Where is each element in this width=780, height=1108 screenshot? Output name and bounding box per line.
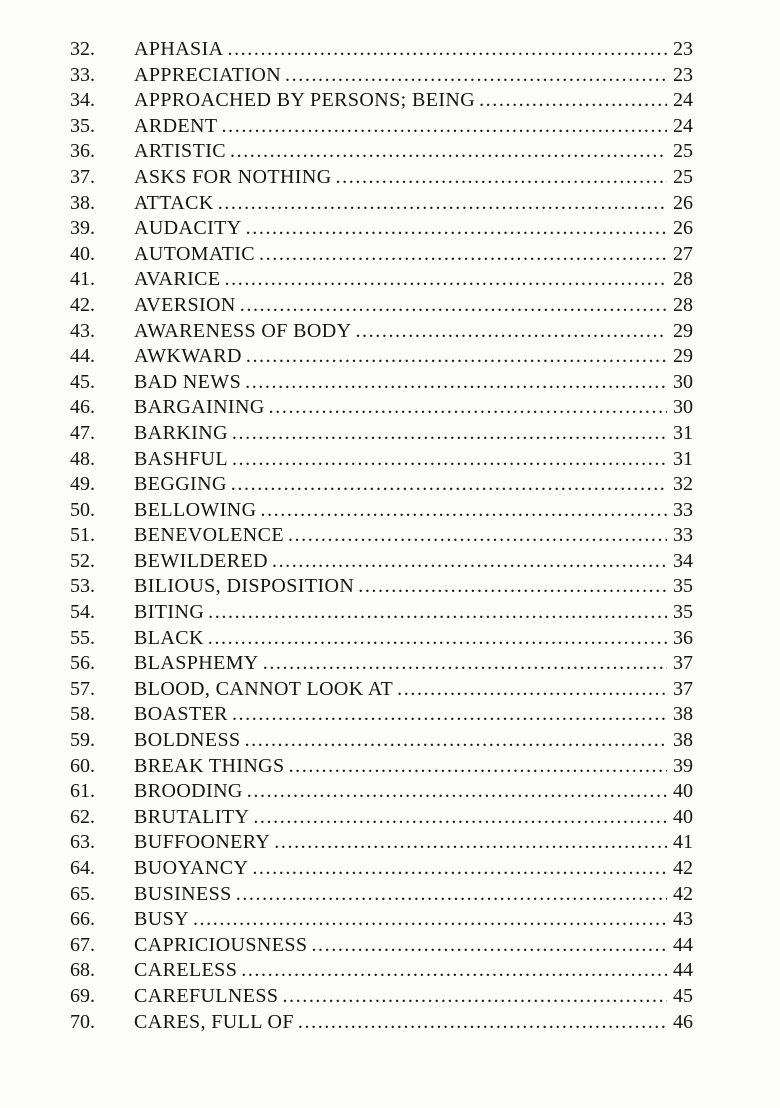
entry-page-number: 31: [673, 421, 693, 444]
entry-page-number: 35: [673, 601, 693, 624]
entry-page-number: 33: [673, 498, 693, 521]
entry-page-number: 28: [673, 293, 693, 316]
dot-leader: [253, 805, 667, 831]
entry-page-number: 40: [673, 780, 693, 803]
entry-page-number: 40: [673, 805, 693, 828]
entry-title: BROODING: [134, 780, 243, 803]
dot-leader: [231, 472, 667, 498]
entry-page-number: 43: [673, 908, 693, 931]
toc-entry: [70, 472, 693, 498]
entry-title: BOASTER: [134, 703, 228, 726]
entry-number: 50.: [70, 498, 95, 521]
entry-page-number: 26: [673, 191, 693, 214]
entry-number: 63.: [70, 831, 95, 854]
entry-title: BUSY: [134, 908, 189, 931]
dot-leader: [274, 830, 667, 856]
dot-leader: [288, 523, 667, 549]
toc-entry: [70, 651, 693, 677]
toc-entry: [70, 984, 693, 1010]
entry-number: 44.: [70, 345, 95, 368]
toc-entry: [70, 191, 693, 217]
entry-page-number: 34: [673, 549, 693, 572]
entry-title: AVARICE: [134, 268, 221, 291]
toc-entry: [70, 421, 693, 447]
entry-title: BAD NEWS: [134, 370, 242, 393]
dot-leader: [247, 779, 667, 805]
toc-entry: [70, 242, 693, 268]
entry-title: AWARENESS OF BODY: [134, 319, 352, 342]
entry-number: 33.: [70, 63, 95, 86]
entry-title: BARKING: [134, 421, 228, 444]
entry-page-number: 24: [673, 89, 693, 112]
dot-leader: [227, 37, 667, 63]
entry-title: BREAK THINGS: [134, 754, 285, 777]
entry-page-number: 33: [673, 524, 693, 547]
entry-number: 46.: [70, 396, 95, 419]
entry-page-number: 39: [673, 754, 693, 777]
entry-number: 35.: [70, 114, 95, 137]
entry-number: 68.: [70, 959, 95, 982]
entry-title: CARELESS: [134, 959, 238, 982]
dot-leader: [259, 242, 667, 268]
entry-page-number: 31: [673, 447, 693, 470]
toc-entry: [70, 63, 693, 89]
entry-page-number: 44: [673, 959, 693, 982]
dot-leader: [246, 344, 667, 370]
entry-title: CAPRICIOUSNESS: [134, 933, 308, 956]
entry-page-number: 37: [673, 677, 693, 700]
dot-leader: [282, 984, 667, 1010]
dot-leader: [245, 728, 667, 754]
entry-number: 60.: [70, 754, 95, 777]
entry-page-number: 30: [673, 396, 693, 419]
toc-entry: [70, 267, 693, 293]
entry-title: BRUTALITY: [134, 805, 250, 828]
entry-title: ARTISTIC: [134, 140, 226, 163]
entry-page-number: 35: [673, 575, 693, 598]
entry-number: 40.: [70, 242, 95, 265]
toc-entry: [70, 319, 693, 345]
toc-entry: [70, 754, 693, 780]
entry-page-number: 44: [673, 933, 693, 956]
entry-page-number: 23: [673, 63, 693, 86]
entry-page-number: 25: [673, 165, 693, 188]
entry-page-number: 25: [673, 140, 693, 163]
dot-leader: [285, 63, 667, 89]
entry-number: 49.: [70, 473, 95, 496]
toc-entry: [70, 293, 693, 319]
entry-number: 58.: [70, 703, 95, 726]
dot-leader: [218, 191, 667, 217]
entry-page-number: 36: [673, 626, 693, 649]
entry-number: 42.: [70, 293, 95, 316]
entry-title: BENEVOLENCE: [134, 524, 284, 547]
entry-number: 41.: [70, 268, 95, 291]
toc-entry: [70, 600, 693, 626]
entry-number: 59.: [70, 729, 95, 752]
entry-title: BLASPHEMY: [134, 652, 259, 675]
entry-number: 34.: [70, 89, 95, 112]
entry-number: 43.: [70, 319, 95, 342]
entry-page-number: 37: [673, 652, 693, 675]
dot-leader: [208, 600, 667, 626]
entry-title: BLOOD, CANNOT LOOK AT: [134, 677, 394, 700]
entry-number: 53.: [70, 575, 95, 598]
entry-title: BITING: [134, 601, 205, 624]
entry-page-number: 38: [673, 729, 693, 752]
entry-number: 37.: [70, 165, 95, 188]
dot-leader: [269, 395, 667, 421]
entry-number: 66.: [70, 908, 95, 931]
entry-number: 69.: [70, 984, 95, 1007]
entry-page-number: 29: [673, 345, 693, 368]
dot-leader: [272, 549, 667, 575]
entry-number: 57.: [70, 677, 95, 700]
toc-entry: [70, 958, 693, 984]
toc-entry: [70, 88, 693, 114]
entry-number: 48.: [70, 447, 95, 470]
entry-title: BILIOUS, DISPOSITION: [134, 575, 355, 598]
entry-number: 70.: [70, 1010, 95, 1033]
entry-number: 39.: [70, 217, 95, 240]
dot-leader: [208, 626, 667, 652]
entry-page-number: 23: [673, 38, 693, 60]
toc-entry: [70, 139, 693, 165]
toc-entry: [70, 728, 693, 754]
entry-title: ARDENT: [134, 114, 218, 137]
dot-leader: [236, 882, 667, 908]
entry-title: BARGAINING: [134, 396, 265, 419]
entry-number: 54.: [70, 601, 95, 624]
toc-entry: [70, 395, 693, 421]
toc-entry: [70, 626, 693, 652]
entry-title: CAREFULNESS: [134, 984, 279, 1007]
entry-title: CARES, FULL OF: [134, 1010, 294, 1033]
entry-number: 45.: [70, 370, 95, 393]
dot-leader: [311, 933, 667, 959]
entry-page-number: 42: [673, 857, 693, 879]
entry-title: BLACK: [134, 626, 204, 649]
dot-leader: [232, 702, 667, 728]
toc-entry: [70, 856, 693, 882]
toc-entry: [70, 447, 693, 473]
toc-entry: [70, 779, 693, 805]
entry-title: BEGGING: [134, 473, 227, 496]
toc-entry: [70, 830, 693, 856]
entry-page-number: 27: [673, 242, 693, 265]
entry-number: 38.: [70, 191, 95, 214]
dot-leader: [397, 677, 667, 703]
dot-leader: [225, 267, 667, 293]
dot-leader: [232, 421, 667, 447]
dot-leader: [479, 88, 667, 114]
dot-leader: [222, 114, 667, 140]
entry-number: 36.: [70, 140, 95, 163]
entry-title: APPRECIATION: [134, 63, 282, 86]
dot-leader: [260, 498, 667, 524]
entry-page-number: 28: [673, 268, 693, 291]
toc-entry: [70, 1010, 693, 1036]
entry-number: 61.: [70, 780, 95, 803]
entry-page-number: 38: [673, 703, 693, 726]
dot-leader: [289, 754, 667, 780]
toc-entry: [70, 805, 693, 831]
dot-leader: [246, 216, 667, 242]
entry-number: 67.: [70, 933, 95, 956]
entry-title: BELLOWING: [134, 498, 257, 521]
entry-title: AUDACITY: [134, 217, 242, 240]
entry-title: BEWILDERED: [134, 549, 268, 572]
entry-title: AVERSION: [134, 293, 236, 316]
dot-leader: [232, 447, 667, 473]
entry-title: ATTACK: [134, 191, 214, 214]
dot-leader: [230, 139, 667, 165]
entry-number: 56.: [70, 652, 95, 675]
toc-entry: [70, 882, 693, 908]
entry-title: ASKS FOR NOTHING: [134, 165, 332, 188]
entry-number: 47.: [70, 421, 95, 444]
toc-entry: [70, 216, 693, 242]
entry-page-number: 24: [673, 114, 693, 137]
dot-leader: [358, 574, 667, 600]
entry-title: APHASIA: [134, 38, 224, 60]
entry-page-number: 41: [673, 831, 693, 854]
toc-entry: [70, 370, 693, 396]
toc-entry: [70, 702, 693, 728]
entry-title: AWKWARD: [134, 345, 242, 368]
entry-title: AUTOMATIC: [134, 242, 256, 265]
toc-entry: [70, 37, 693, 63]
entry-number: 65.: [70, 882, 95, 905]
entry-page-number: 46: [673, 1010, 693, 1033]
entry-title: BASHFUL: [134, 447, 228, 470]
toc-entry: [70, 344, 693, 370]
entry-page-number: 30: [673, 370, 693, 393]
toc-entry: [70, 574, 693, 600]
dot-leader: [252, 856, 667, 882]
toc-entry: [70, 165, 693, 191]
entry-number: 64.: [70, 857, 95, 879]
dot-leader: [298, 1010, 667, 1036]
entry-page-number: 26: [673, 217, 693, 240]
entry-number: 32.: [70, 38, 95, 60]
dot-leader: [355, 319, 667, 345]
entry-number: 55.: [70, 626, 95, 649]
toc-entry: [70, 907, 693, 933]
entry-title: BUOYANCY: [134, 857, 249, 879]
entry-title: BUFFOONERY: [134, 831, 271, 854]
toc-list: [70, 37, 693, 1035]
dot-leader: [240, 293, 667, 319]
entry-number: 52.: [70, 549, 95, 572]
dot-leader: [193, 907, 667, 933]
toc-entry: [70, 677, 693, 703]
entry-page-number: 29: [673, 319, 693, 342]
entry-number: 62.: [70, 805, 95, 828]
entry-title: BOLDNESS: [134, 729, 241, 752]
toc-entry: [70, 498, 693, 524]
dot-leader: [245, 370, 667, 396]
entry-page-number: 42: [673, 882, 693, 905]
dot-leader: [263, 651, 667, 677]
entry-page-number: 32: [673, 473, 693, 496]
dot-leader: [336, 165, 667, 191]
entry-page-number: 45: [673, 984, 693, 1007]
entry-title: BUSINESS: [134, 882, 232, 905]
entry-title: APPROACHED BY PERSONS; BEING: [134, 89, 476, 112]
toc-entry: [70, 549, 693, 575]
toc-entry: [70, 114, 693, 140]
entry-number: 51.: [70, 524, 95, 547]
toc-entry: [70, 933, 693, 959]
toc-entry: [70, 523, 693, 549]
dot-leader: [241, 958, 667, 984]
